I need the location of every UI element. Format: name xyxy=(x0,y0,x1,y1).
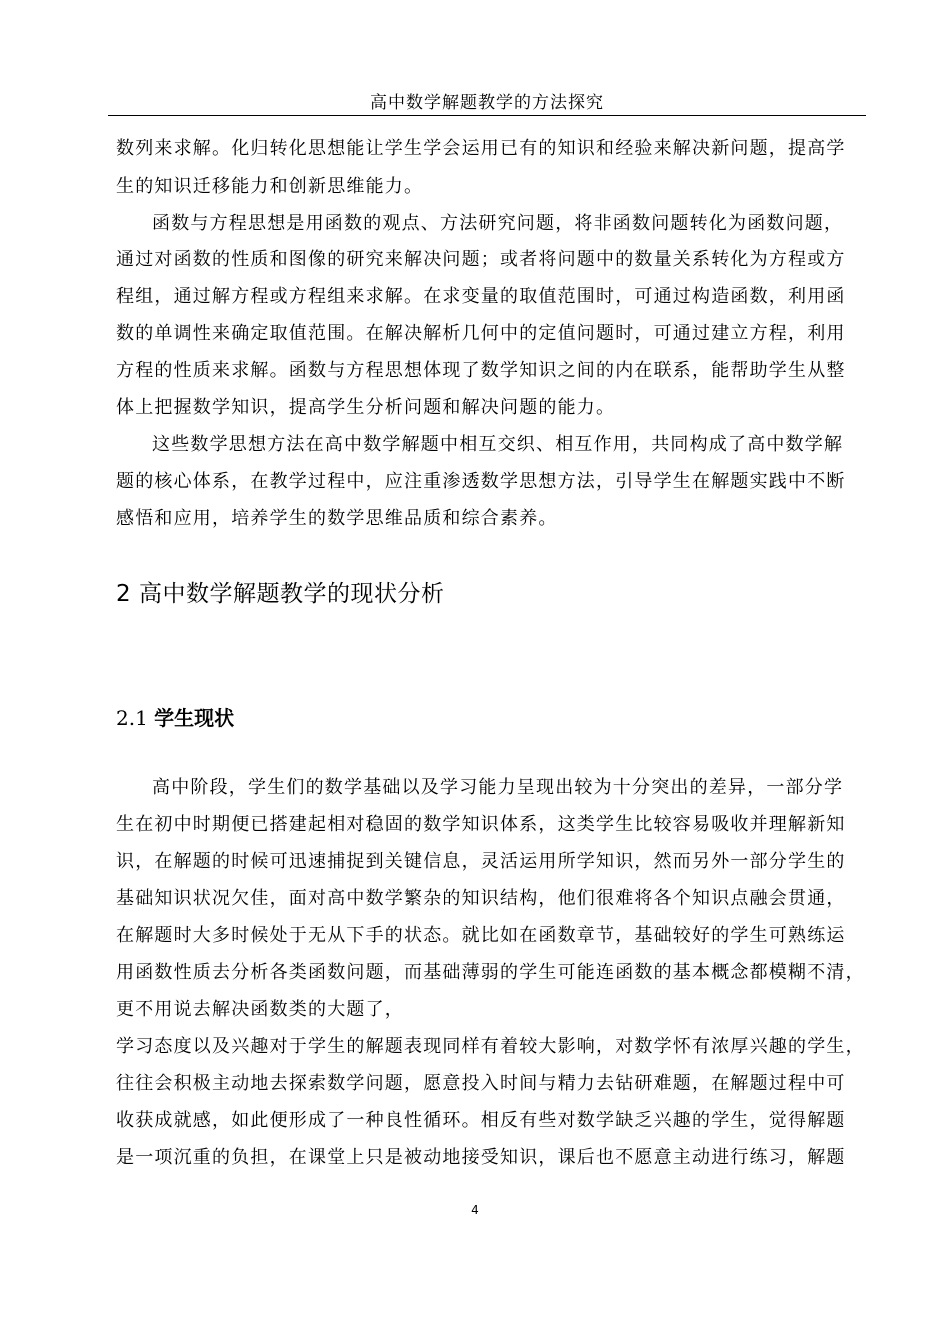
paragraph-line: 这些数学思想方法在高中数学解题中相互交织、相互作用，共同构成了高中数学解 xyxy=(152,434,844,455)
paragraph-line: 识，在解题的时候可迅速捕捉到关键信息，灵活运用所学知识，然而另外一部分学生的 xyxy=(116,851,846,872)
paragraph-line: 感悟和应用，培养学生的数学思维品质和综合素养。 xyxy=(116,508,558,529)
paragraph-line: 体上把握数学知识，提高学生分析问题和解决问题的能力。 xyxy=(116,397,616,418)
paragraph-line: 高中阶段，学生们的数学基础以及学习能力呈现出较为十分突出的差异，一部分学 xyxy=(152,777,844,798)
running-header-title: 高中数学解题教学的方法探究 xyxy=(370,93,604,113)
paragraph-line: 基础知识状况欠佳，面对高中数学繁杂的知识结构，他们很难将各个知识点融会贯通， xyxy=(116,888,846,909)
paragraph-line: 数列来求解。化归转化思想能让学生学会运用已有的知识和经验来解决新问题，提高学 xyxy=(116,138,846,159)
section-heading: 2 高中数学解题教学的现状分析 xyxy=(116,581,445,607)
paragraph-line: 程组，通过解方程或方程组来求解。在求变量的取值范围时，可通过构造函数，利用函 xyxy=(116,286,846,307)
paragraph-line: 往往会积极主动地去探索数学问题，愿意投入时间与精力去钻研难题，在解题过程中可 xyxy=(116,1073,846,1094)
page-number: 4 xyxy=(471,1203,479,1217)
paragraph-line: 生的知识迁移能力和创新思维能力。 xyxy=(116,176,424,197)
header-rule xyxy=(108,115,866,116)
paragraph-line: 学习态度以及兴趣对于学生的解题表现同样有着较大影响，对数学怀有浓厚兴趣的学生， xyxy=(116,1036,865,1057)
paragraph-line: 生在初中时期便已搭建起相对稳固的数学知识体系，这类学生比较容易吸收并理解新知 xyxy=(116,814,846,835)
paragraph-line: 方程的性质来求解。函数与方程思想体现了数学知识之间的内在联系，能帮助学生从整 xyxy=(116,360,846,381)
subsection-heading xyxy=(116,704,234,732)
subsection-title: 学生现状 xyxy=(154,706,235,730)
paragraph-line: 收获成就感，如此便形成了一种良性循环。相反有些对数学缺乏兴趣的学生，觉得解题 xyxy=(116,1110,846,1131)
paragraph-line: 更不用说去解决函数类的大题了， xyxy=(116,999,404,1020)
paragraph-line: 用函数性质去分析各类函数问题，而基础薄弱的学生可能连函数的基本概念都模糊不清， xyxy=(116,962,865,983)
paragraph-line: 函数与方程思想是用函数的观点、方法研究问题，将非函数问题转化为函数问题， xyxy=(152,213,844,234)
paragraph-line: 在解题时大多时候处于无从下手的状态。就比如在函数章节，基础较好的学生可熟练运 xyxy=(116,925,846,946)
paragraph-line: 通过对函数的性质和图像的研究来解决问题；或者将问题中的数量关系转化为方程或方 xyxy=(116,249,846,270)
paragraph-line: 是一项沉重的负担，在课堂上只是被动地接受知识，课后也不愿意主动进行练习，解题 xyxy=(116,1147,846,1168)
paragraph-line: 数的单调性来确定取值范围。在解决解析几何中的定值问题时，可通过建立方程，利用 xyxy=(116,323,846,344)
subsection-number: 2.1 xyxy=(116,706,148,730)
paragraph-line: 题的核心体系，在教学过程中，应注重渗透数学思想方法，引导学生在解题实践中不断 xyxy=(116,471,846,492)
